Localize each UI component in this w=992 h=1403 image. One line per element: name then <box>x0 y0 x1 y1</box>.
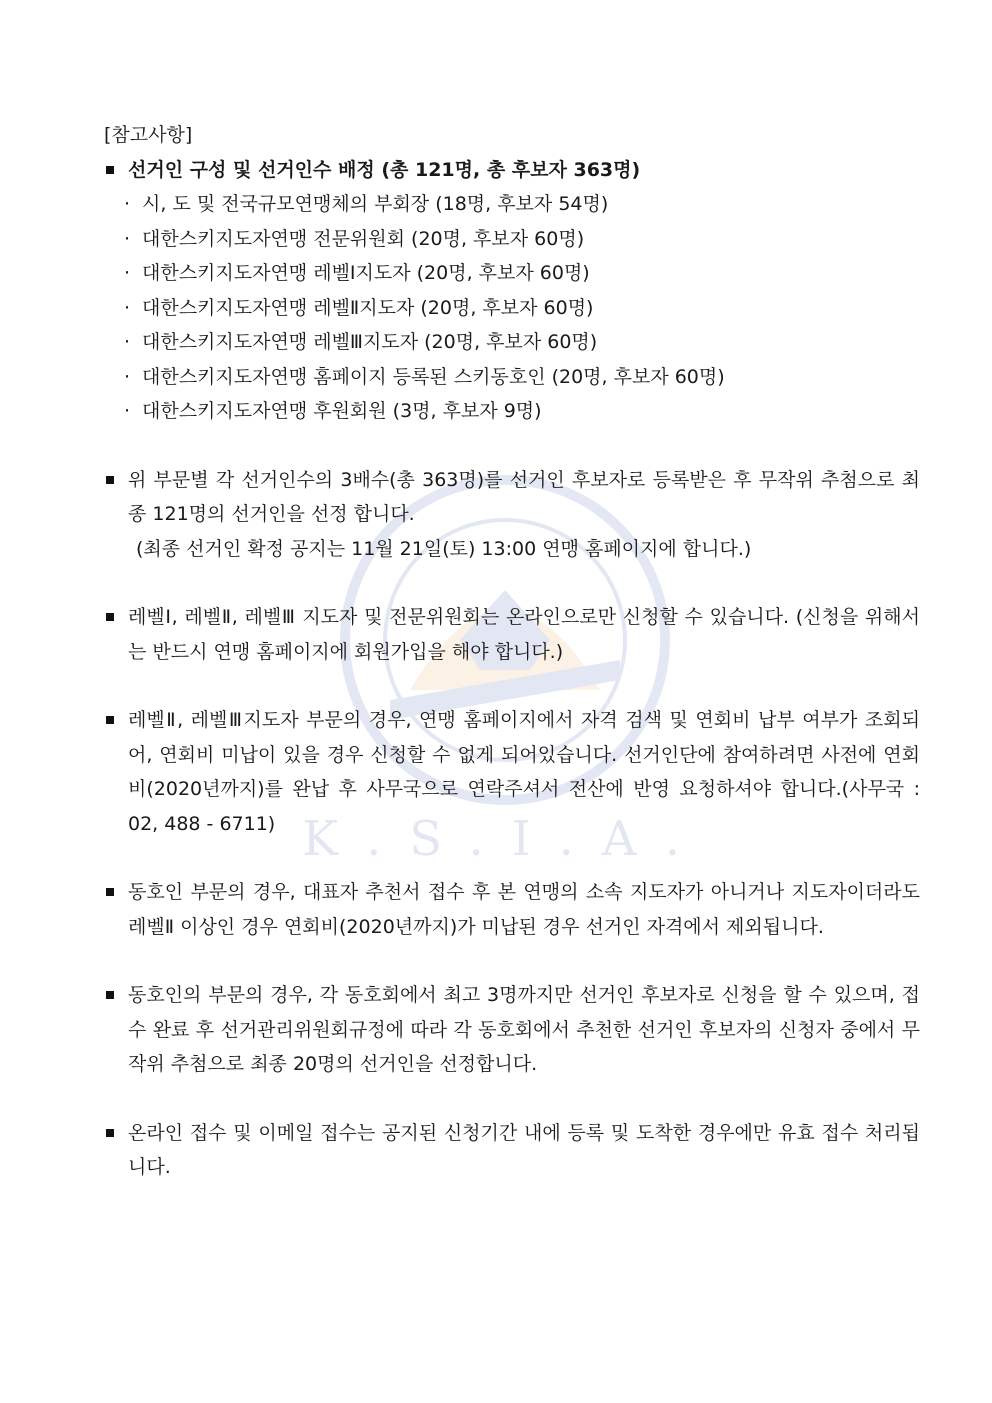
list-item: · 대한스키지도자연맹 후원회원 (3명, 후보자 9명) <box>104 394 920 429</box>
list-item: · 대한스키지도자연맹 레벨Ⅱ지도자 (20명, 후보자 60명) <box>104 291 920 326</box>
list-item: · 대한스키지도자연맹 레벨Ⅰ지도자 (20명, 후보자 60명) <box>104 256 920 291</box>
square-bullet-icon <box>106 1129 114 1137</box>
square-bullet-icon <box>106 476 114 484</box>
middle-dot-icon: · <box>124 400 131 422</box>
list-item: · 대한스키지도자연맹 홈페이지 등록된 스키동호인 (20명, 후보자 60명) <box>104 360 920 395</box>
notice-paragraph: 레벨Ⅰ, 레벨Ⅱ, 레벨Ⅲ 지도자 및 전문위원회는 온라인으로만 신청할 수 있습니다. (신청을 위해서는 반드시 연맹 홈페이지에 회원가입을 해야 합니다.) <box>104 600 920 669</box>
square-bullet-icon <box>106 716 114 724</box>
page-header: [참고사항] <box>104 124 193 146</box>
section-title <box>104 153 920 188</box>
middle-dot-icon: · <box>124 227 131 250</box>
notice-paragraph: 동호인 부문의 경우, 대표자 추천서 접수 후 본 연맹의 소속 지도자가 아니거나 지도자이더라도 레벨Ⅱ 이상인 경우 연회비(2020년까지)가 미납된 경우 선거인 자격에서 제외됩니다. <box>104 875 920 944</box>
list-item: · 대한스키지도자연맹 레벨Ⅲ지도자 (20명, 후보자 60명) <box>104 325 920 360</box>
notice-paragraph: 온라인 접수 및 이메일 접수는 공지된 신청기간 내에 등록 및 도착한 경우에만 유효 접수 처리됩니다. <box>104 1116 920 1185</box>
notice-paragraph: 위 부문별 각 선거인수의 3배수(총 363명)를 선거인 후보자로 등록받은 후 무작위 추첨으로 최종 121명의 선거인을 선정 합니다. (최종 선거인 확정 공지는 11월 21일(토) 13:00 연맹 홈페이지에 합니다.) <box>104 463 920 567</box>
list-item: · 시, 도 및 전국규모연맹체의 부회장 (18명, 후보자 54명) <box>104 187 920 222</box>
square-bullet-icon <box>106 613 114 621</box>
confirmation-note: (최종 선거인 확정 공지는 11월 21일(토) 13:00 연맹 홈페이지에 합니다.) <box>136 537 752 560</box>
elector-allocation-list <box>104 187 920 429</box>
square-bullet-icon <box>106 166 114 174</box>
list-item: · 대한스키지도자연맹 전문위원회 (20명, 후보자 60명) <box>104 222 920 257</box>
square-bullet-icon <box>106 888 114 896</box>
notice-paragraph: 레벨Ⅱ, 레벨Ⅲ지도자 부문의 경우, 연맹 홈페이지에서 자격 검색 및 연회비 납부 여부가 조회되어, 연회비 미납이 있을 경우 신청할 수 없게 되어있습니다. 선거인단에 참여하려면 사전에 연회비(2020년까지)를 완납 후 사무국으로 연락주셔서 전산에 반영 요청하셔야 합니다.(사무국 : 02, 488 - 6711) <box>104 703 920 841</box>
watermark-text: K.S.I.A. <box>302 811 708 867</box>
notice-body <box>104 118 920 1185</box>
middle-dot-icon: · <box>124 296 131 319</box>
section-title-text: 선거인 구성 및 선거인수 배정 (총 121명, 총 후보자 363명) <box>128 158 641 181</box>
middle-dot-icon: · <box>124 331 131 353</box>
notice-paragraph: 동호인의 부문의 경우, 각 동호회에서 최고 3명까지만 선거인 후보자로 신청을 할 수 있으며, 접수 완료 후 선거관리위원회규정에 따라 각 동호회에서 추천한 선거인 후보자의 신청자 중에서 무작위 추첨으로 최종 20명의 선거인을 선정합니다. <box>104 978 920 1082</box>
middle-dot-icon: · <box>124 365 131 388</box>
middle-dot-icon: · <box>124 193 131 215</box>
middle-dot-icon: · <box>124 262 131 284</box>
square-bullet-icon <box>106 991 114 999</box>
